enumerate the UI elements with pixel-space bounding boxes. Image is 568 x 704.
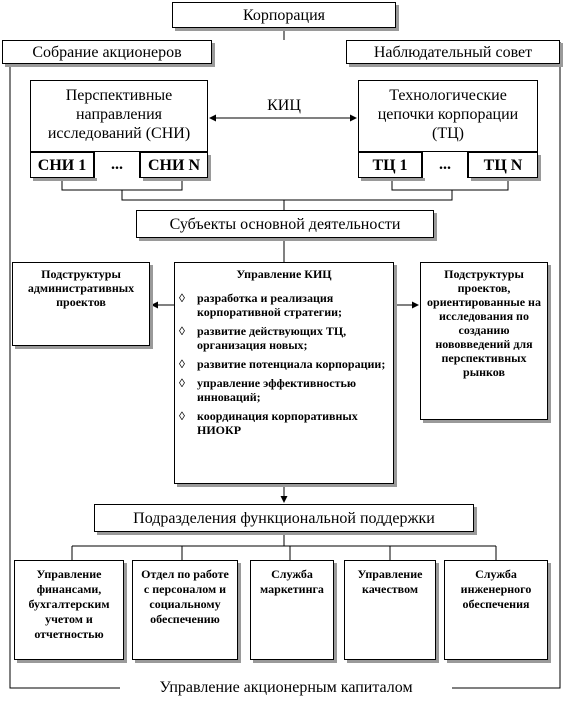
main-activity-subjects-label: Субъекты основной деятельности <box>169 216 401 233</box>
kic-label: КИЦ <box>267 97 301 114</box>
tc-item-1-box <box>358 152 422 178</box>
kic-task-item <box>175 324 393 352</box>
sni-item-1-box <box>30 152 94 178</box>
department-engineering-box <box>444 560 548 660</box>
equity-management-label: Управление акционерным капиталом <box>124 678 448 697</box>
sni-ellipsis-box <box>94 152 140 178</box>
project-substructures-label: Подструктуры проектов, ориентированные на исследования по созданию нововведений для перспективных рынков <box>427 267 541 379</box>
supervisory-board-label: Наблюдательный совет <box>373 44 533 61</box>
functional-support-label: Подразделения функциональной поддержки <box>133 510 435 527</box>
main-activity-subjects-box <box>136 210 434 238</box>
kic-task-item <box>175 376 393 404</box>
tc-title: Технологические цепочки корпорации (ТЦ) <box>377 87 519 142</box>
corporation-box <box>172 2 396 28</box>
sni-ellipsis: ... <box>111 156 123 173</box>
shareholders-meeting-label: Собрание акционеров <box>32 44 182 61</box>
kic-task-text: развитие потенциала корпорации; <box>197 357 386 371</box>
kic-task-text: разработка и реализация корпоративной стратегии; <box>197 291 343 319</box>
diamond-bullet-icon: ◊ <box>179 291 185 305</box>
diamond-bullet-icon: ◊ <box>179 357 185 371</box>
sni-title-frame <box>30 80 208 152</box>
department-finance-box <box>14 560 124 660</box>
tc-ellipsis: ... <box>439 156 451 173</box>
department-finance-label: Управление финансами, бухгалтерским учетом и отчетностью <box>28 567 110 641</box>
department-engineering-label: Служба инженерного обеспечения <box>460 567 532 611</box>
department-quality-box <box>344 560 436 660</box>
department-marketing-box <box>250 560 334 660</box>
shareholders-meeting-box <box>2 40 212 64</box>
sni-item-n-box <box>140 152 208 178</box>
tc-item-n-label: ТЦ N <box>483 157 523 174</box>
kic-task-list <box>175 291 393 437</box>
sni-item-n-label: СНИ N <box>148 157 200 174</box>
admin-substructures-label: Подструктуры административных проектов <box>27 267 135 309</box>
diamond-bullet-icon: ◊ <box>179 409 185 423</box>
sni-item-1-label: СНИ 1 <box>37 157 87 174</box>
kic-task-text: развитие действующих ТЦ, организация новых; <box>197 324 347 352</box>
admin-substructures-box <box>12 262 150 346</box>
kic-task-item <box>175 409 393 437</box>
supervisory-board-box <box>346 40 560 64</box>
tc-title-frame <box>358 80 538 152</box>
diamond-bullet-icon: ◊ <box>179 376 185 390</box>
tc-item-n-box <box>468 152 538 178</box>
department-hr-label: Отдел по работе с персоналом и социальному обеспечению <box>141 567 229 626</box>
kic-task-item <box>175 291 393 319</box>
corporation-label: Корпорация <box>242 7 326 24</box>
kic-management-box <box>174 262 394 484</box>
sni-title: Перспективные направления исследований (СНИ) <box>47 87 191 142</box>
tc-item-1-label: ТЦ 1 <box>372 157 408 174</box>
project-substructures-box <box>420 262 548 420</box>
kic-task-item <box>175 357 393 371</box>
kic-task-text: управление эффективностью инноваций; <box>197 376 357 404</box>
kic-task-text: координация корпоративных НИОКР <box>197 409 358 437</box>
department-marketing-label: Служба маркетинга <box>260 567 324 596</box>
kic-management-title: Управление КИЦ <box>236 267 332 281</box>
department-hr-box <box>132 560 238 660</box>
diamond-bullet-icon: ◊ <box>179 324 185 338</box>
department-quality-label: Управление качеством <box>357 567 423 596</box>
functional-support-box <box>94 504 474 532</box>
tc-ellipsis-box <box>422 152 468 178</box>
